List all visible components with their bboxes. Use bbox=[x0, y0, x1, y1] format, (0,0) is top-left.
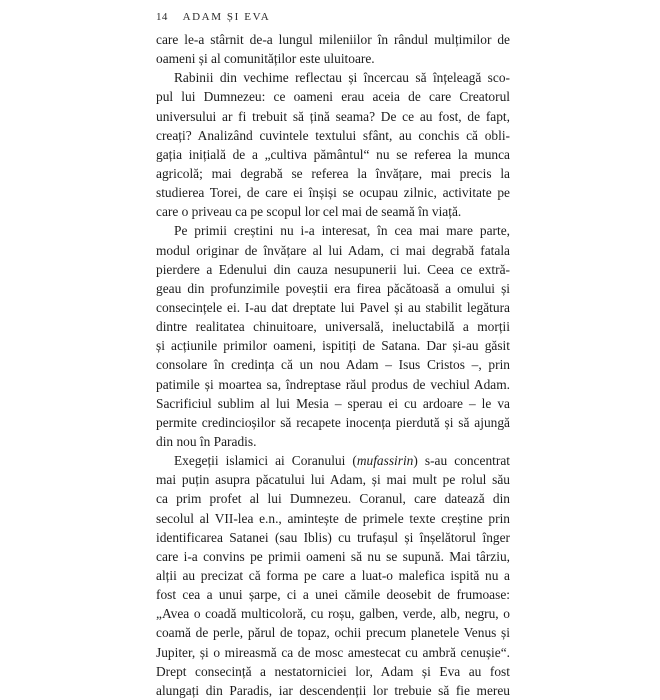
text-line: consolare în credința că un nou Adam – Isus Cristos –, prin bbox=[156, 357, 510, 373]
text-line: pul lui Dumnezeu: ce oameni erau aceia de care Creatorul bbox=[156, 89, 510, 105]
text-line: studierea Torei, de care ei înșiși se ocupau zilnic, activitate pe bbox=[156, 185, 510, 201]
text-line: consecințele ei. I-au dat dreptate lui Pavel și au stabilit legătura bbox=[156, 299, 510, 315]
body-text bbox=[156, 30, 510, 700]
text-line: agricolă; mai degrabă se referea la învățare, mai precis la bbox=[156, 165, 510, 181]
page-number: 14 bbox=[156, 11, 168, 23]
text-line: pierdere a Edenului din cauza nesupunerii lui. Ceea ce extră- bbox=[156, 261, 510, 277]
text-line: Exegeții islamici ai Coranului (mufassirin) s-au concentrat bbox=[174, 453, 510, 469]
text-line: Rabinii din vechime reflectau și încercau să înțeleagă sco- bbox=[174, 70, 510, 86]
text-line: alungați din Paradis, iar descendenții lor trebuie să fie mereu bbox=[156, 682, 510, 698]
text-line: identificarea Satanei (sau Iblis) cu trufașul și înșelătorul înger bbox=[156, 529, 510, 545]
text-line: dintre realitatea chinuitoare, universală, ineluctabilă a morții bbox=[156, 319, 510, 335]
running-title: ADAM ȘI EVA bbox=[182, 11, 271, 23]
text-line: permite credincioșilor să recapete inocența pierdută și să ajungă bbox=[156, 414, 510, 430]
text-line: alții au precizat că forma pe care a luat-o malefica ispită nu a bbox=[156, 567, 510, 583]
text-line: care o priveau ca pe scopul lor cel mai de seamă în viață. bbox=[156, 204, 462, 220]
text-line: oameni și al comunităților este uluitoare. bbox=[156, 51, 375, 67]
text-line: Sacrificiul sublim al lui Mesia – sperau ei cu ardoare – le va bbox=[156, 395, 510, 411]
running-header bbox=[156, 11, 270, 23]
text-line: gația inițială de a „cultiva pământul“ nu se referea la munca bbox=[156, 146, 510, 162]
text-line: coamă de perle, părul de topaz, ochii precum planetele Venus și bbox=[156, 625, 510, 641]
text-line: Drept consecință a nestatorniciei lor, Adam și Eva au fost bbox=[156, 663, 510, 679]
text-line: ca prim profet al lui Dumnezeu. Coranul, care datează din bbox=[156, 491, 510, 507]
text-line: care le-a stârnit de-a lungul mileniilor în rândul mulțimilor de bbox=[156, 32, 510, 47]
text-line: universului ar fi trebuit să țină seama? De ce au fost, de fapt, bbox=[156, 108, 510, 124]
text-line: geau din profunzimile poveștii era firea păcătoasă a omului și bbox=[156, 280, 510, 296]
text-line: Jupiter, și o mireasmă ca de mosc amestecat cu ambră cenușie“. bbox=[156, 644, 510, 660]
text-line: secolul al VII-lea e.n., amintește de primele texte creștine prin bbox=[156, 510, 510, 526]
text-line: fost cea a unui șarpe, ci a unei cămile deosebit de frumoase: bbox=[156, 587, 510, 603]
text-line: modul originar de învățare al lui Adam, ci mai degrabă fatala bbox=[156, 242, 510, 258]
text-line: care i-a convins pe primii oameni să nu se supună. Mai târziu, bbox=[156, 548, 510, 564]
text-line: mai puțin asupra păcatului lui Adam, și mai mult pe rolul său bbox=[156, 472, 510, 488]
text-line: „Avea o coadă multicoloră, cu roșu, galben, verde, alb, negru, o bbox=[156, 606, 510, 622]
text-line: creați? Analizând cuvintele textului sfânt, au conchis că obli- bbox=[156, 127, 510, 143]
text-line: patimile și moartea sa, îndreptase răul produs de vechiul Adam. bbox=[156, 376, 510, 392]
text-line: Pe primii creștini nu i-a interesat, în cea mai mare parte, bbox=[174, 223, 510, 239]
italic-term: mufassirin bbox=[356, 453, 414, 469]
text-line: din nou în Paradis. bbox=[156, 433, 257, 449]
text-line: și acțiunile primilor oameni, ispitiți de Satana. Dar și-au găsit bbox=[156, 338, 510, 354]
